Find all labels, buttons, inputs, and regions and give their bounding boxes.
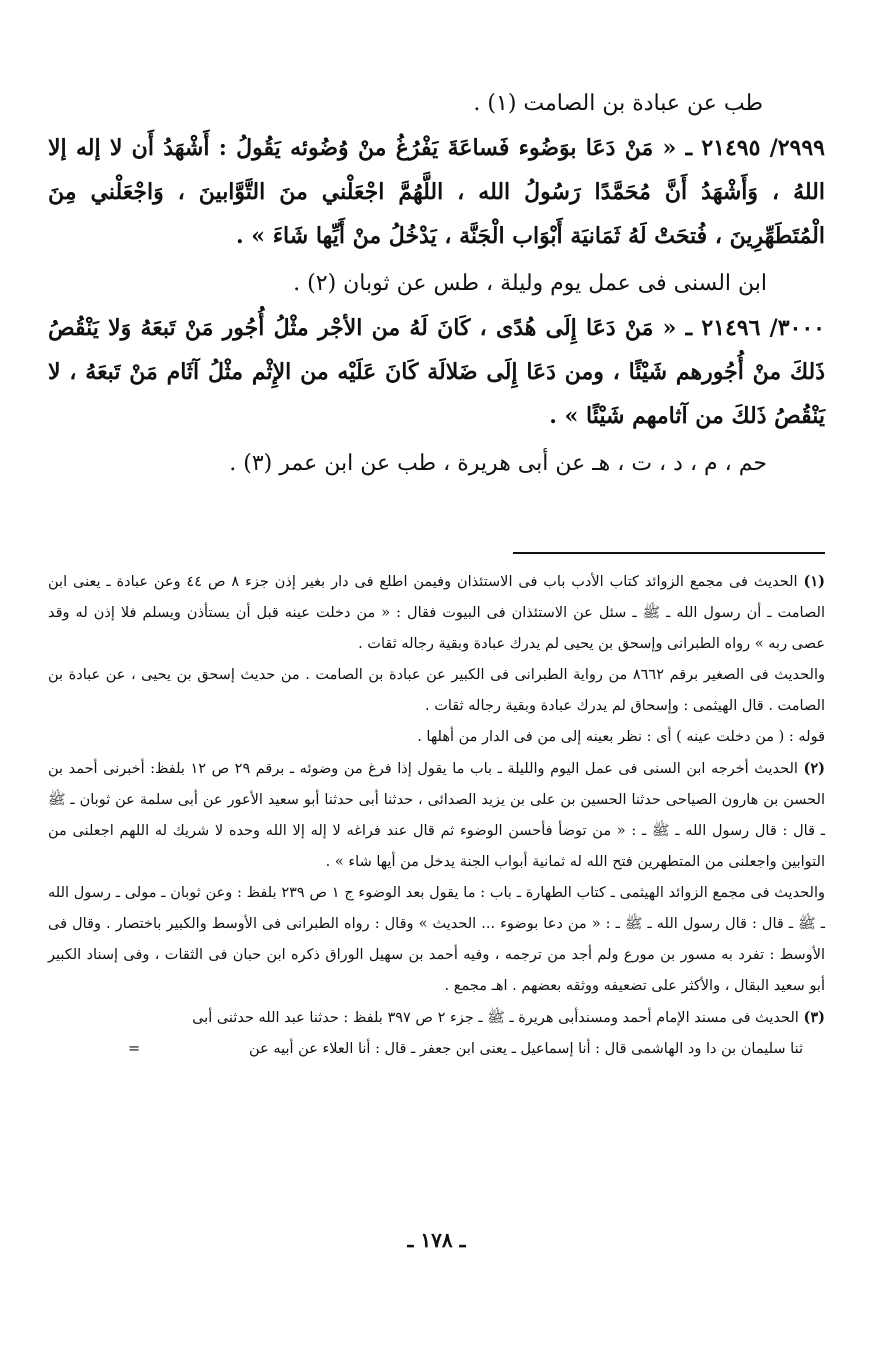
- footnotes: [48, 566, 825, 1065]
- footnote-2-text: الحديث أخرجه ابن السنى فى عمل اليوم والليلة ـ باب ما يقول إذا فرغ من وضوئه ـ برقم ٢٩ ص ١٢ بلفظ: أخبرنى أحمد بن الحسن بن هارون الصياحى حدثنا الحسين بن على بن يزيد الصدائى ، حدثنا أبى حدثنا أبو سعيد الأعور عن أبى سلمة عن ثوبان ـ ﷺ ـ قال : قال رسول الله ـ ﷺ ـ : « من توضأ فأحسن الوضوء ثم قال عند فراغه لا إله إلا الله وحده لا شريك له اللهم اجعلنى من التوابين واجعلنى من المتطهرين فتح الله له ثمانية أبواب الجنة يدخل من أيها شاء » .: [48, 761, 825, 870]
- footnote-2-paragraph-2: والحديث فى مجمع الزوائد الهيثمى ـ كتاب الطهارة ـ باب : ما يقول بعد الوضوء ج ١ ص ٢٣٩ بلفظ : وعن ثوبان ـ مولى ـ رسول الله ـ ﷺ ـ قال : قال رسول الله ـ ﷺ ـ : « من دعا بوضوء ... الحديث » وقال : رواه الطبرانى فى الأوسط والكبير باختصار . وقال فى الأوسط : تفرد به مسور بن مورع ولم أجد من ترجمه ، وفيه أحمد بن سهيل الوراق ذكره ابن حبان فى الثقات ، وفى إسناد الكبير أبو سعيد البقال ، والأكثر على تضعيفه ووثقه بعضهم . اهـ مجمع .: [48, 885, 825, 994]
- page-number: ـ ١٧٨ ـ: [407, 1228, 466, 1252]
- footnote-3-line-2: ثنا سليمان بن دا ود الهاشمى قال : أنا إسماعيل ـ يعنى ابن جعفر ـ قال : أنا العلاء عن أبيه عن: [249, 1041, 803, 1057]
- hadith-2999: ٢٩٩٩/ ٢١٤٩٥ ـ « مَنْ دَعَا بوَضُوء فَساعَةَ يَفْرُغُ منْ وُضُوئه يَقُولُ : أَشْهَدُ أَن لا إله إلا اللهُ ، وَأَشْهَدُ أَنَّ مُحَمَّدًا رَسُولُ الله ، اللَّهُمَّ اجْعَلْني منَ التَّوَّابينَ ، وَاجْعَلْني مِنَ الْمُتَطَهِّرِينَ ، فُتحَتْ لَهُ ثَمَانيَة أَبْوَاب الْجَنَّة ، يَدْخُلُ منْ أَيِّها شَاءَ » .: [48, 135, 825, 249]
- footnote-2-number: (٢): [803, 760, 826, 777]
- continued-mark: =: [128, 1041, 141, 1057]
- footnote-1-number: (١): [803, 573, 826, 590]
- footnote-3-text: الحديث فى مسند الإمام أحمد ومسندأبى هريرة ـ ﷺ ـ جزء ٢ ص ٣٩٧ بلفظ : حدثنا عبد الله حدثنى أبى: [192, 1010, 799, 1026]
- source-line-2: ابن السنى فى عمل يوم وليلة ، طس عن ثوبان (٢) .: [293, 271, 767, 296]
- footnote-1-paragraph-2: والحديث فى الصغير برقم ٨٦٦٢ من رواية الطبرانى فى الكبير عن عبادة بن الصامت . من حديث إسحق بن يحيى ، عن عبادة بن الصامت . قال الهيثمى : وإسحاق لم يدرك عبادة وبقية رجاله ثقات .: [48, 667, 825, 714]
- main-text: [48, 82, 825, 486]
- footnote-1: [48, 566, 825, 660]
- footnote-1-text: الحديث فى مجمع الزوائد كتاب الأدب باب فى الاستئذان وفيمن اطلع فى دار بغير إذن جزء ٨ ص ٤٤ وعن عبادة ـ يعنى ابن الصامت ـ أن رسول الله ـ ﷺ ـ سئل عن الاستئذان فى البيوت فقال : « من دخلت عينه قبل أن يستأذن ويسلم فلا إذن له وقد عصى ربه » رواه الطبرانى وإسحق بن يحيى لم يدرك عبادة وبقية رجاله ثقات .: [48, 574, 825, 652]
- footnote-3: [48, 1002, 825, 1034]
- footnote-2: [48, 753, 825, 878]
- source-line-1: طب عن عبادة بن الصامت (١) .: [473, 91, 763, 116]
- footnote-3-number: (٣): [803, 1009, 825, 1026]
- footnote-divider: [513, 552, 825, 554]
- footnote-1-paragraph-3: قوله : ( من دخلت عينه ) أى : نظر بعينه إلى من فى الدار من أهلها .: [417, 729, 825, 745]
- book-page: [48, 78, 825, 1364]
- source-line-3: حم ، م ، د ، ت ، هـ عن أبى هريرة ، طب عن ابن عمر (٣) .: [229, 451, 767, 476]
- hadith-3000: ٣٠٠٠/ ٢١٤٩٦ ـ « مَنْ دَعَا إِلَى هُدًى ، كَانَ لَهُ من الأجْر مثْلُ أُجُور مَنْ تَبعَهُ وَلا يَنْقُصُ ذَلكَ منْ أُجُورهم شَيْئًا ، ومن دَعَا إِلَى ضَلالَة كَانَ عَلَيْه من الإِثْم مثْلُ آثَام مَنْ تَبعَهُ ، لا يَنْقُصُ ذَلكَ من آثامهم شَيْئًا » .: [48, 315, 825, 429]
- footnote-3-continuation: [48, 1034, 825, 1065]
